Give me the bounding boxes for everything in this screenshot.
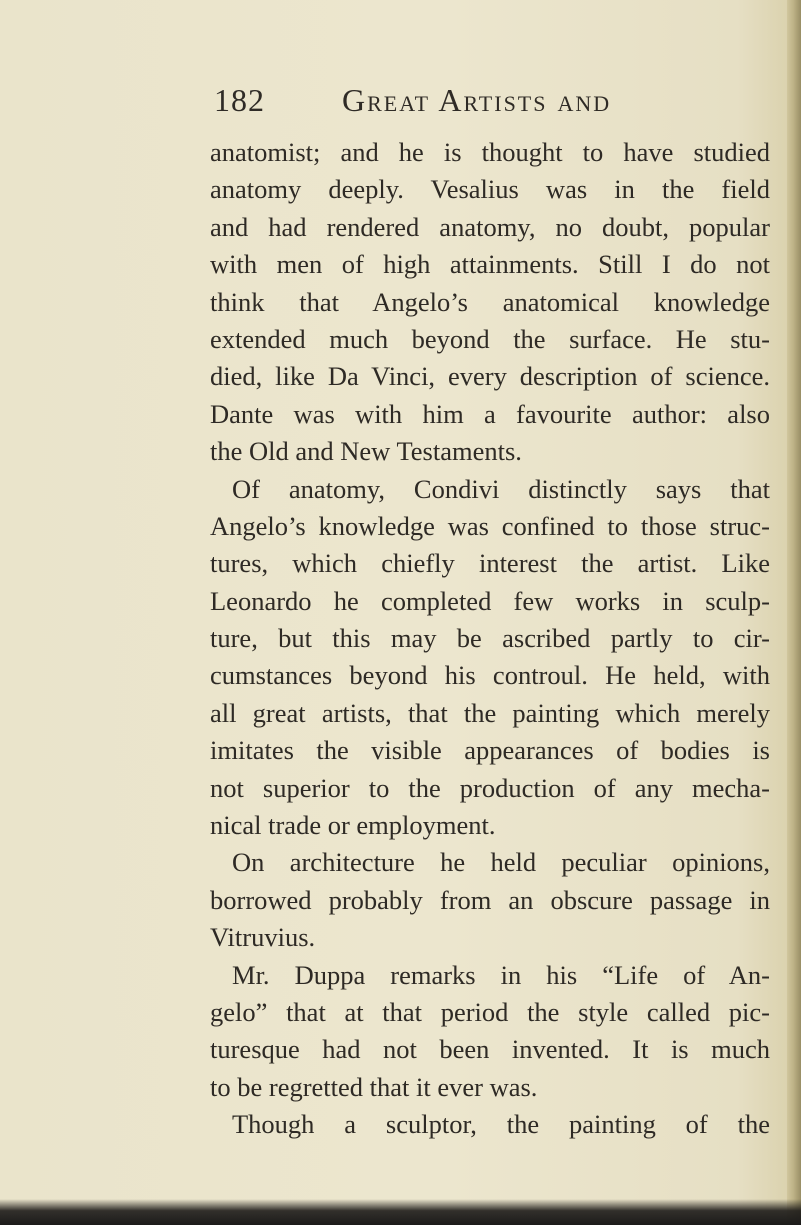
text-line: borrowed probably from an obscure passage in xyxy=(210,884,770,915)
text-line: Vitruvius. xyxy=(210,922,316,953)
text-line: turesque had not been invented. It is much xyxy=(210,1034,770,1065)
text-line: anatomist; and he is thought to have studied xyxy=(210,137,770,167)
text-line: Angelo’s knowledge was confined to those struc- xyxy=(210,510,770,541)
text-line: Mr. Duppa remarks in his “Life of An- xyxy=(232,959,770,990)
text-line: cumstances beyond his controul. He held, with xyxy=(210,660,770,691)
text-line: On architecture he held peculiar opinions, xyxy=(232,847,770,878)
text-line: ture, but this may be ascribed partly to cir- xyxy=(210,623,770,654)
text-line: the Old and New Testaments. xyxy=(210,436,522,467)
text-line: Though a sculptor, the painting of the xyxy=(232,1109,770,1140)
page-number: 182 xyxy=(214,82,265,118)
text-line: gelo” that at that period the style called pic- xyxy=(210,996,770,1027)
text-line: not superior to the production of any mecha- xyxy=(210,772,770,803)
text-line: tures, which chiefly interest the artist. Like xyxy=(210,548,770,579)
text-line: died, like Da Vinci, every description of science. xyxy=(210,361,770,392)
running-header xyxy=(214,82,774,126)
running-title: Great Artists and xyxy=(342,82,612,118)
text-line: Dante was with him a favourite author: also xyxy=(210,398,770,429)
text-line: anatomy deeply. Vesalius was in the field xyxy=(210,174,770,205)
text-line: all great artists, that the painting which merely xyxy=(210,697,770,728)
bottom-edge-shadow xyxy=(0,1199,801,1225)
text-line: to be regretted that it ever was. xyxy=(210,1071,538,1102)
text-line: imitates the visible appearances of bodies is xyxy=(210,735,770,766)
text-line: think that Angelo’s anatomical knowledge xyxy=(210,286,770,317)
body-text xyxy=(210,134,770,1144)
text-line: with men of high attainments. Still I do not xyxy=(210,249,770,280)
page-edge-shadow xyxy=(787,0,801,1225)
text-line: extended much beyond the surface. He stu- xyxy=(210,323,770,354)
text-line: nical trade or employment. xyxy=(210,810,496,841)
text-line: and had rendered anatomy, no doubt, popular xyxy=(210,211,770,242)
text-line: Of anatomy, Condivi distinctly says that xyxy=(232,473,770,504)
text-line: Leonardo he completed few works in sculp- xyxy=(210,585,770,616)
